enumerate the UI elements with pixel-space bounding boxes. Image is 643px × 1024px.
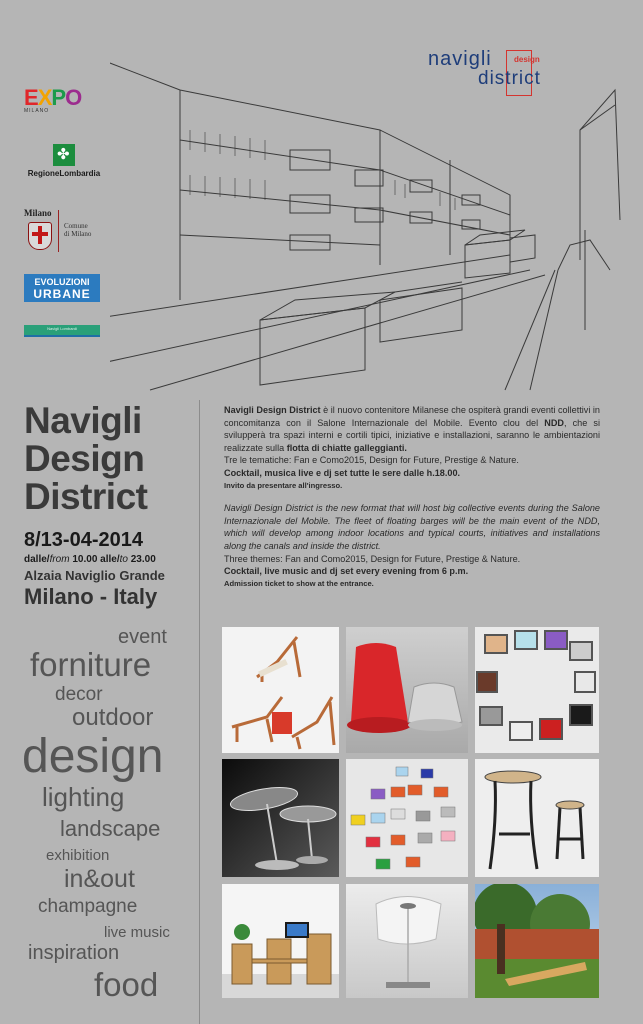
evoluzioni-urbane-logo: [24, 274, 100, 302]
event-address: Alzaia Naviglio Grande: [24, 568, 165, 583]
brand-navigli: navigli: [428, 48, 492, 70]
invite-italian: Invito da presentare all'ingresso.: [224, 480, 343, 490]
brand-design: design: [514, 55, 540, 64]
photo-tv-bookshelf: [222, 884, 339, 998]
description-italian: Navigli Design District è il nuovo contenitore Milanese che ospiterà grandi eventi collettivi in concomitanza con il Salone Internazionale del Mobile. Evento clou del NDD, che si svilupperà tra spazi interni e cortili tipici, iniziative e installazioni, saranno le ambientazioni realizzate sulla flotta di chiatte galleggianti.: [224, 405, 600, 453]
word-decor: decor: [55, 684, 103, 705]
vertical-divider: [199, 400, 200, 1024]
title-line-1: Navigli: [24, 400, 142, 441]
photo-glass-lamp: [346, 884, 468, 998]
comune-city-label: Milano: [24, 208, 52, 218]
description-english: Navigli Design District is the new format that will host big collective events during the Salone Internazionale del Mobile. The fleet of floating barges will be the main event of the NDD, which will develop among indoor locations and typical courts, initiatives and installations along the canals and inside the district.: [224, 503, 600, 551]
navigli-lombardi-logo: [24, 325, 100, 337]
word-outdoor: outdoor: [72, 704, 154, 731]
word-event: event: [118, 626, 167, 648]
themes-english: Three themes: Fan and Como2015, Design for Future, Prestige & Nature.: [224, 553, 521, 564]
event-dates: 8/13-04-2014: [24, 529, 143, 551]
event-hours: dalle/from 10.00 alle/to 23.00: [24, 554, 156, 565]
photo-wall-hooks: [346, 759, 468, 877]
photo-perforated-tables: [222, 759, 339, 877]
photo-outdoor-bench: [475, 884, 599, 998]
expo-milano-logo: EXPO MILANO: [24, 88, 104, 114]
title-line-2: Design: [24, 438, 145, 479]
word-exhibition: exhibition: [46, 847, 110, 864]
title-line-3: District: [24, 476, 148, 517]
photo-bar-stools: [475, 759, 599, 877]
word-landscape: landscape: [60, 816, 161, 841]
word-design: design: [22, 730, 164, 783]
regione-label: RegioneLombardia: [27, 169, 101, 178]
photo-wooden-chairs: [222, 627, 339, 753]
word-inspiration: inspiration: [28, 942, 120, 964]
expo-sub: MILANO: [24, 108, 50, 114]
evo-line1: EVOLUZIONI: [34, 277, 90, 287]
photo-colorful-chairs: [475, 627, 599, 753]
admission-english: Admission ticket to show at the entrance.: [224, 578, 374, 588]
comune-line1: Comune: [64, 222, 88, 230]
band-label: Navigli Lombardi: [47, 326, 77, 331]
milano-crest-icon: [28, 222, 52, 250]
event-title: [24, 402, 184, 516]
word-in-out: in&out: [64, 865, 135, 893]
word-live-music: live music: [104, 924, 170, 941]
cocktail-italian: Cocktail, musica live e dj set tutte le sere dalle h.18.00.: [224, 467, 461, 478]
word-forniture: forniture: [30, 646, 152, 683]
event-description: [224, 404, 600, 590]
navigli-design-district-logo: [428, 48, 578, 98]
evo-line2: URBANE: [33, 287, 91, 301]
brand-district: district: [478, 68, 541, 89]
regione-lombardia-logo: [24, 144, 104, 178]
word-lighting: lighting: [42, 782, 125, 812]
word-food: food: [94, 966, 159, 1003]
rosa-camuna-icon: [53, 144, 75, 166]
comune-line2: di Milano: [64, 230, 92, 238]
word-champagne: champagne: [38, 896, 138, 917]
photo-red-stools: [346, 627, 468, 753]
themes-italian: Tre le tematiche: Fan e Como2015, Design for Future, Prestige & Nature.: [224, 455, 519, 466]
comune-di-milano-logo: [24, 208, 106, 254]
cocktail-english: Cocktail, live music and dj set every evening from 6 p.m.: [224, 566, 469, 577]
event-city: Milano - Italy: [24, 584, 158, 609]
